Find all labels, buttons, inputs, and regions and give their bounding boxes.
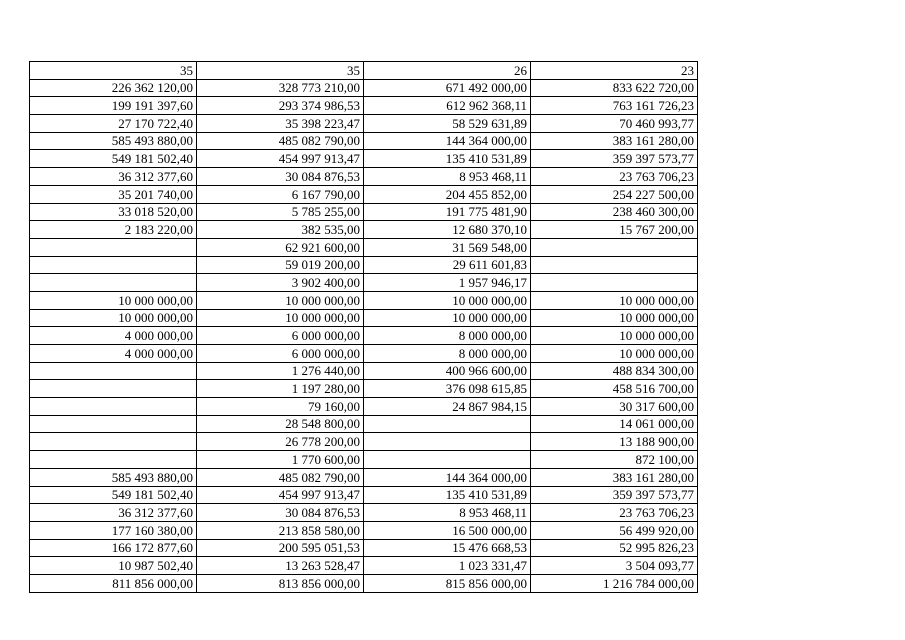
- table-cell: 199 191 397,60: [30, 97, 197, 115]
- table-cell: 612 962 368,11: [364, 97, 531, 115]
- table-cell: 10 000 000,00: [197, 291, 364, 309]
- table-cell: 35: [197, 62, 364, 80]
- table-cell: 23 763 706,23: [531, 168, 698, 186]
- table-cell: 27 170 722,40: [30, 115, 197, 133]
- table-cell: [30, 415, 197, 433]
- table-row: [30, 291, 698, 309]
- table-cell: 549 181 502,40: [30, 150, 197, 168]
- table-cell: [30, 380, 197, 398]
- table-cell: 293 374 986,53: [197, 97, 364, 115]
- table-cell: 10 987 502,40: [30, 557, 197, 575]
- table-cell: 36 312 377,60: [30, 168, 197, 186]
- table-cell: 1 023 331,47: [364, 557, 531, 575]
- table-cell: 10 000 000,00: [30, 309, 197, 327]
- table-cell: 763 161 726,23: [531, 97, 698, 115]
- table-cell: 8 000 000,00: [364, 327, 531, 345]
- table-cell: 5 785 255,00: [197, 203, 364, 221]
- table-cell: 36 312 377,60: [30, 504, 197, 522]
- table-cell: [364, 433, 531, 451]
- table-cell: 485 082 790,00: [197, 132, 364, 150]
- table-cell: 10 000 000,00: [197, 309, 364, 327]
- table-cell: 454 997 913,47: [197, 486, 364, 504]
- table-cell: 135 410 531,89: [364, 150, 531, 168]
- table-cell: 16 500 000,00: [364, 521, 531, 539]
- table-cell: 833 622 720,00: [531, 79, 698, 97]
- table-cell: 10 000 000,00: [531, 345, 698, 363]
- table-cell: 383 161 280,00: [531, 468, 698, 486]
- table-cell: 382 535,00: [197, 221, 364, 239]
- table-cell: [30, 256, 197, 274]
- table-cell: 359 397 573,77: [531, 150, 698, 168]
- table-cell: 24 867 984,15: [364, 398, 531, 416]
- table-cell: 811 856 000,00: [30, 574, 197, 592]
- table-header-row: [30, 62, 698, 80]
- table-cell: 549 181 502,40: [30, 486, 197, 504]
- table-cell: 144 364 000,00: [364, 468, 531, 486]
- table-cell: 28 548 800,00: [197, 415, 364, 433]
- table-row: [30, 327, 698, 345]
- table-cell: 33 018 520,00: [30, 203, 197, 221]
- table-cell: [30, 433, 197, 451]
- table-row: [30, 415, 698, 433]
- table-cell: 144 364 000,00: [364, 132, 531, 150]
- data-table: [29, 61, 698, 593]
- table-cell: 6 000 000,00: [197, 327, 364, 345]
- table-cell: [30, 362, 197, 380]
- table-cell: 3 902 400,00: [197, 274, 364, 292]
- table-cell: 10 000 000,00: [364, 309, 531, 327]
- table-cell: 585 493 880,00: [30, 468, 197, 486]
- table-row: [30, 521, 698, 539]
- table-cell: [30, 274, 197, 292]
- table-row: [30, 185, 698, 203]
- table-cell: 8 953 468,11: [364, 504, 531, 522]
- table-body: [30, 62, 698, 593]
- table-cell: 52 995 826,23: [531, 539, 698, 557]
- table-cell: 585 493 880,00: [30, 132, 197, 150]
- table-cell: 30 084 876,53: [197, 504, 364, 522]
- table-cell: 1 770 600,00: [197, 451, 364, 469]
- table-cell: 359 397 573,77: [531, 486, 698, 504]
- table-cell: 1 276 440,00: [197, 362, 364, 380]
- table-cell: 488 834 300,00: [531, 362, 698, 380]
- table-row: [30, 221, 698, 239]
- table-row: [30, 345, 698, 363]
- table-cell: [531, 238, 698, 256]
- table-cell: [364, 451, 531, 469]
- table-cell: 671 492 000,00: [364, 79, 531, 97]
- table-row: [30, 539, 698, 557]
- table-cell: 1 197 280,00: [197, 380, 364, 398]
- table-row: [30, 203, 698, 221]
- table-cell: 23: [531, 62, 698, 80]
- table-cell: 23 763 706,23: [531, 504, 698, 522]
- table-cell: 10 000 000,00: [364, 291, 531, 309]
- table-cell: [364, 415, 531, 433]
- table-cell: 35: [30, 62, 197, 80]
- table-row: [30, 557, 698, 575]
- table-cell: 6 000 000,00: [197, 345, 364, 363]
- table-cell: 13 188 900,00: [531, 433, 698, 451]
- table-cell: 59 019 200,00: [197, 256, 364, 274]
- table-row: [30, 132, 698, 150]
- table-cell: 10 000 000,00: [531, 309, 698, 327]
- table-cell: 79 160,00: [197, 398, 364, 416]
- table-cell: 3 504 093,77: [531, 557, 698, 575]
- table-cell: 10 000 000,00: [30, 291, 197, 309]
- table-cell: 204 455 852,00: [364, 185, 531, 203]
- table-cell: 813 856 000,00: [197, 574, 364, 592]
- table-row: [30, 79, 698, 97]
- table-cell: 29 611 601,83: [364, 256, 531, 274]
- table-cell: 10 000 000,00: [531, 327, 698, 345]
- table-row: [30, 97, 698, 115]
- table-cell: 15 767 200,00: [531, 221, 698, 239]
- table-cell: 485 082 790,00: [197, 468, 364, 486]
- table-row: [30, 574, 698, 592]
- table-cell: 815 856 000,00: [364, 574, 531, 592]
- table-cell: 872 100,00: [531, 451, 698, 469]
- table-cell: 8 953 468,11: [364, 168, 531, 186]
- table-cell: 30 084 876,53: [197, 168, 364, 186]
- table-row: [30, 362, 698, 380]
- table-cell: 15 476 668,53: [364, 539, 531, 557]
- table-cell: 454 997 913,47: [197, 150, 364, 168]
- table-cell: 191 775 481,90: [364, 203, 531, 221]
- table-cell: 383 161 280,00: [531, 132, 698, 150]
- table-cell: 376 098 615,85: [364, 380, 531, 398]
- table-row: [30, 168, 698, 186]
- table-cell: 135 410 531,89: [364, 486, 531, 504]
- table-cell: 254 227 500,00: [531, 185, 698, 203]
- table-row: [30, 451, 698, 469]
- table-cell: 8 000 000,00: [364, 345, 531, 363]
- table-cell: 400 966 600,00: [364, 362, 531, 380]
- table-cell: [30, 451, 197, 469]
- table-cell: 1 957 946,17: [364, 274, 531, 292]
- table-cell: 1 216 784 000,00: [531, 574, 698, 592]
- table-row: [30, 486, 698, 504]
- table-cell: 226 362 120,00: [30, 79, 197, 97]
- table-cell: [531, 274, 698, 292]
- table-cell: 26 778 200,00: [197, 433, 364, 451]
- table-cell: [531, 256, 698, 274]
- table-row: [30, 468, 698, 486]
- table-cell: 30 317 600,00: [531, 398, 698, 416]
- table-cell: 458 516 700,00: [531, 380, 698, 398]
- table-cell: 213 858 580,00: [197, 521, 364, 539]
- table-cell: 238 460 300,00: [531, 203, 698, 221]
- table-cell: 200 595 051,53: [197, 539, 364, 557]
- table-cell: 166 172 877,60: [30, 539, 197, 557]
- table-row: [30, 504, 698, 522]
- table-cell: 35 398 223,47: [197, 115, 364, 133]
- table-cell: 35 201 740,00: [30, 185, 197, 203]
- table-row: [30, 433, 698, 451]
- table-cell: 177 160 380,00: [30, 521, 197, 539]
- table-row: [30, 150, 698, 168]
- table-cell: 4 000 000,00: [30, 345, 197, 363]
- table-row: [30, 238, 698, 256]
- table-row: [30, 398, 698, 416]
- table-cell: 70 460 993,77: [531, 115, 698, 133]
- table-cell: 6 167 790,00: [197, 185, 364, 203]
- table-row: [30, 256, 698, 274]
- table-row: [30, 115, 698, 133]
- table-cell: 62 921 600,00: [197, 238, 364, 256]
- table-cell: 56 499 920,00: [531, 521, 698, 539]
- table-cell: 31 569 548,00: [364, 238, 531, 256]
- table-cell: [30, 398, 197, 416]
- table-cell: 2 183 220,00: [30, 221, 197, 239]
- table-cell: 4 000 000,00: [30, 327, 197, 345]
- table-cell: [30, 238, 197, 256]
- table-row: [30, 274, 698, 292]
- table-cell: 58 529 631,89: [364, 115, 531, 133]
- table-cell: 14 061 000,00: [531, 415, 698, 433]
- table-cell: 10 000 000,00: [531, 291, 698, 309]
- table-cell: 13 263 528,47: [197, 557, 364, 575]
- table-row: [30, 380, 698, 398]
- table-row: [30, 309, 698, 327]
- table-cell: 12 680 370,10: [364, 221, 531, 239]
- table-cell: 328 773 210,00: [197, 79, 364, 97]
- table-cell: 26: [364, 62, 531, 80]
